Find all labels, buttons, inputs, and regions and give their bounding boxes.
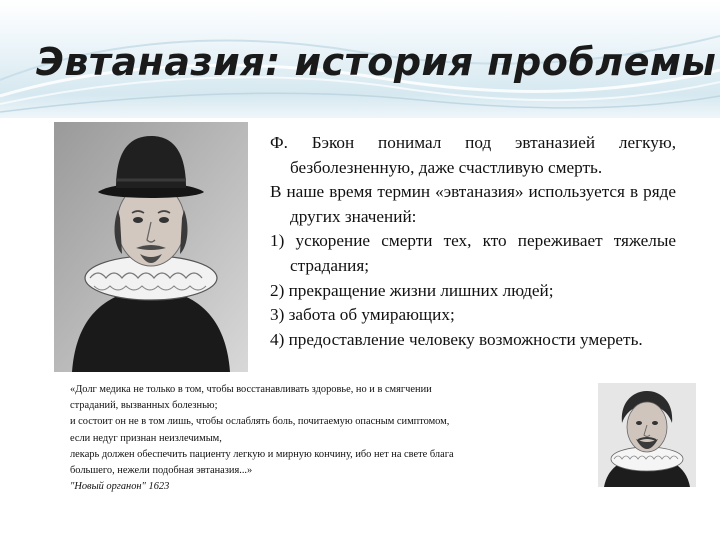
quote-line: лекарь должен обеспечить пациенту легкую и мирную кончину, ибо нет на свете блага (70, 448, 454, 460)
quote-line: большего, нежели подобная эвтаназия...» (70, 465, 253, 477)
text-paragraph-1: Ф. Бэкон понимал под эвтаназией легкую, безболезненную, даже счастливую смерть. (270, 133, 676, 177)
slide-title: Эвтаназия: история проблемы (36, 40, 717, 84)
list-item-1: 1) ускорение смерти тех, кто переживает тяжелые страдания; (270, 231, 676, 275)
bacon-portrait-small-image (598, 383, 696, 487)
quote-line: и состоит он не в том лишь, чтобы ослаблять боль, почитаемую опасным симптомом, (70, 416, 450, 428)
quote-line: «Долг медика не только в том, чтобы восстанавливать здоровье, но и в смягчении (70, 384, 432, 395)
quote-line: если недуг признан неизлечимым, (70, 432, 222, 444)
main-text-block (270, 131, 676, 352)
list-item-3: 3) забота об умирающих; (270, 305, 455, 325)
text-paragraph-2: В наше время термин «эвтаназия» используется в ряде других значений: (270, 182, 676, 226)
quote-source: "Новый органон" 1623 (70, 481, 170, 493)
bacon-quote (70, 382, 570, 495)
list-item-2: 2) прекращение жизни лишних людей; (270, 280, 554, 300)
bacon-portrait-image (54, 122, 248, 372)
quote-line: страданий, вызванных болезнью; (70, 400, 218, 412)
list-item-4: 4) предоставление человеку возможности умереть. (270, 329, 643, 349)
